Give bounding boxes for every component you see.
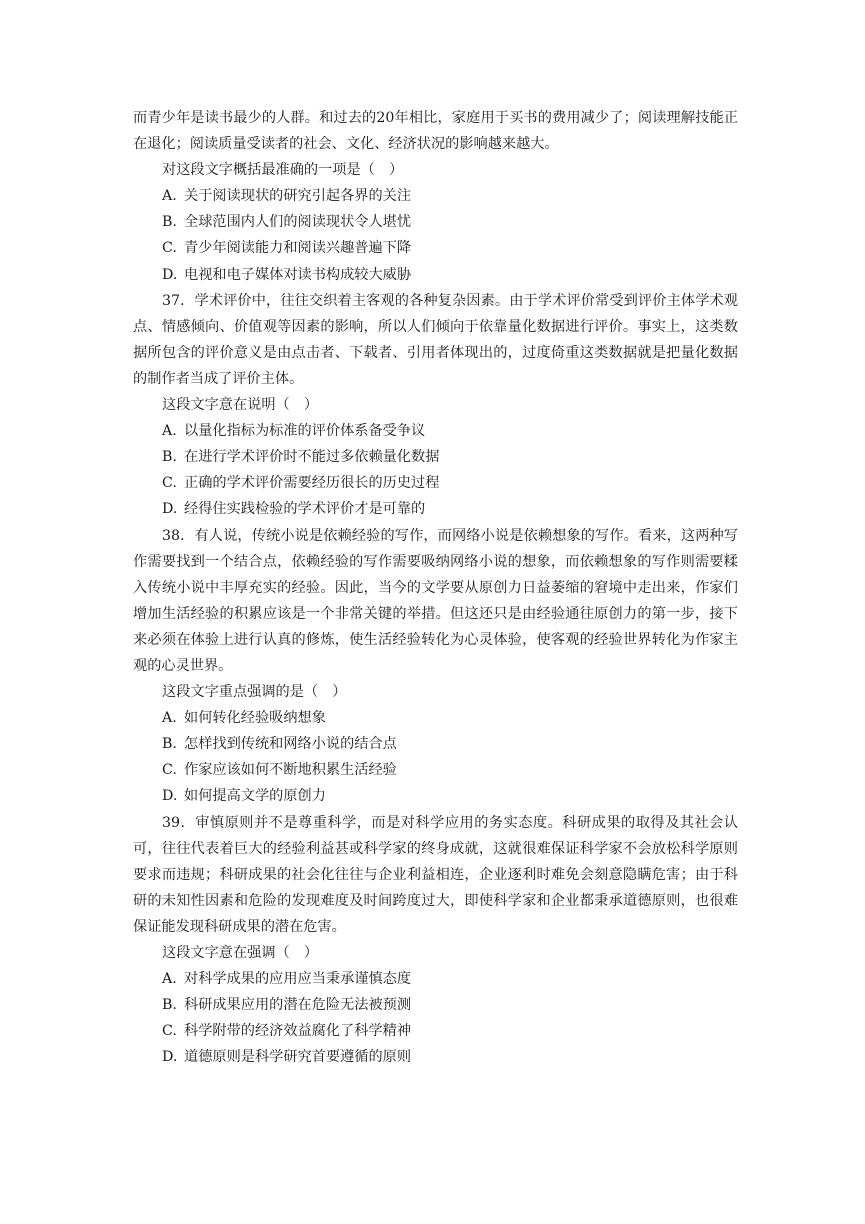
option-text: 如何转化经验吸纳想象 [184, 710, 326, 727]
option-text: 关于阅读现状的研究引起各界的关注 [184, 188, 412, 205]
option-text: 在进行学术评价时不能过多依赖量化数据 [184, 449, 440, 466]
question-stem: 这段文字重点强调的是（ ） [162, 684, 347, 701]
option-text: 全球范围内人们的阅读现状令人堪忧 [184, 214, 412, 231]
option-letter: A. [162, 188, 177, 205]
question-passage: 37．学术评价中，往往交织着主客观的各种复杂因素。由于学术评价常受到评价主体学术观点、情感倾向、价值观等因素的影响，所以人们倾向于依靠量化数据进行评价。事实上，这类数据所包含的评价意义是由点击者、下载者、引用者体现出的，过度倚重这类数据就是把量化数据的制作者当成了评价主体。 [133, 292, 738, 387]
question-stem: 这段文字意在说明（ ） [162, 397, 319, 414]
option-letter: A. [162, 423, 177, 440]
option-text: 科研成果应用的潜在危险无法被预测 [184, 997, 412, 1014]
option-letter: C. [162, 1023, 177, 1040]
option-text: 科学附带的经济效益腐化了科学精神 [184, 1023, 412, 1040]
option-letter: D. [162, 788, 178, 805]
option-d [133, 783, 738, 809]
document-page [133, 105, 738, 1070]
option-text: 对科学成果的应用应当秉承谨慎态度 [184, 971, 412, 988]
question-stem: 这段文字意在强调（ ） [162, 945, 319, 961]
option-b [133, 731, 738, 757]
option-text: 以量化指标为标准的评价体系备受争议 [184, 423, 426, 440]
option-a [133, 183, 738, 209]
question-passage: 39．审慎原则并不是尊重科学，而是对科学应用的务实态度。科研成果的取得及其社会认可，往往代表着巨大的经验利益甚或科学家的终身成就，这就很难保证科学家不会放松科学原则要求而违规；科研成果的社会化往往与企业利益相连，企业逐利时难免会刻意隐瞒危害；由于科研的未知性因素和危险的发现难度及时间跨度过大，即使科学家和企业都秉承道德原则，也很难保证能发现科研成果的潜在危害。 [133, 814, 738, 935]
option-c [133, 470, 738, 496]
option-b [133, 444, 738, 470]
option-text: 如何提高文学的原创力 [184, 788, 326, 805]
option-a [133, 966, 738, 992]
option-text: 怎样找到传统和网络小说的结合点 [184, 736, 397, 753]
option-d [133, 496, 738, 522]
intro-paragraph: 而青少年是读书最少的人群。和过去的20年相比，家庭用于买书的费用减少了；阅读理解技能正在退化；阅读质量受读者的社会、文化、经济状况的影响越来越大。 [133, 110, 738, 153]
option-b [133, 209, 738, 235]
option-text: 正确的学术评价需要经历很长的历史过程 [184, 475, 440, 492]
option-c [133, 1018, 738, 1044]
option-letter: C. [162, 475, 177, 492]
option-text: 经得住实践检验的学术评价才是可靠的 [184, 501, 426, 518]
option-text: 电视和电子媒体对读书构成较大威胁 [184, 266, 412, 283]
option-letter: A. [162, 710, 177, 727]
option-text: 作家应该如何不断地积累生活经验 [184, 762, 397, 779]
option-letter: B. [162, 736, 177, 753]
question-stem: 对这段文字概括最准确的一项是（ ） [162, 162, 404, 179]
option-letter: D. [162, 266, 178, 283]
option-letter: B. [162, 214, 177, 231]
option-letter: D. [162, 501, 178, 518]
option-a [133, 418, 738, 444]
option-text: 青少年阅读能力和阅读兴趣普遍下降 [184, 240, 412, 257]
option-d [133, 262, 738, 288]
question-passage: 38．有人说，传统小说是依赖经验的写作，而网络小说是依赖想象的写作。看来，这两种写作需要找到一个结合点，依赖经验的写作需要吸纳网络小说的想象，而依赖想象的写作则需要糅入传统小说中丰厚充实的经验。因此，当今的文学要从原创力日益萎缩的窘境中走出来，作家们增加生活经验的积累应该是一个非常关键的举措。但这还只是由经验通往原创力的第一步，接下来必须在体验上进行认真的修炼，使生活经验转化为心灵体验，使客观的经验世界转化为作家主观的心灵世界。 [133, 527, 738, 674]
option-text: 道德原则是科学研究首要遵循的原则 [184, 1049, 412, 1066]
option-letter: C. [162, 762, 177, 779]
option-letter: B. [162, 997, 177, 1014]
option-letter: A. [162, 971, 177, 988]
option-a [133, 705, 738, 731]
option-letter: C. [162, 240, 177, 257]
option-b [133, 992, 738, 1018]
option-letter: B. [162, 449, 177, 466]
option-d [133, 1044, 738, 1070]
option-c [133, 235, 738, 261]
option-letter: D. [162, 1049, 178, 1066]
option-c [133, 757, 738, 783]
